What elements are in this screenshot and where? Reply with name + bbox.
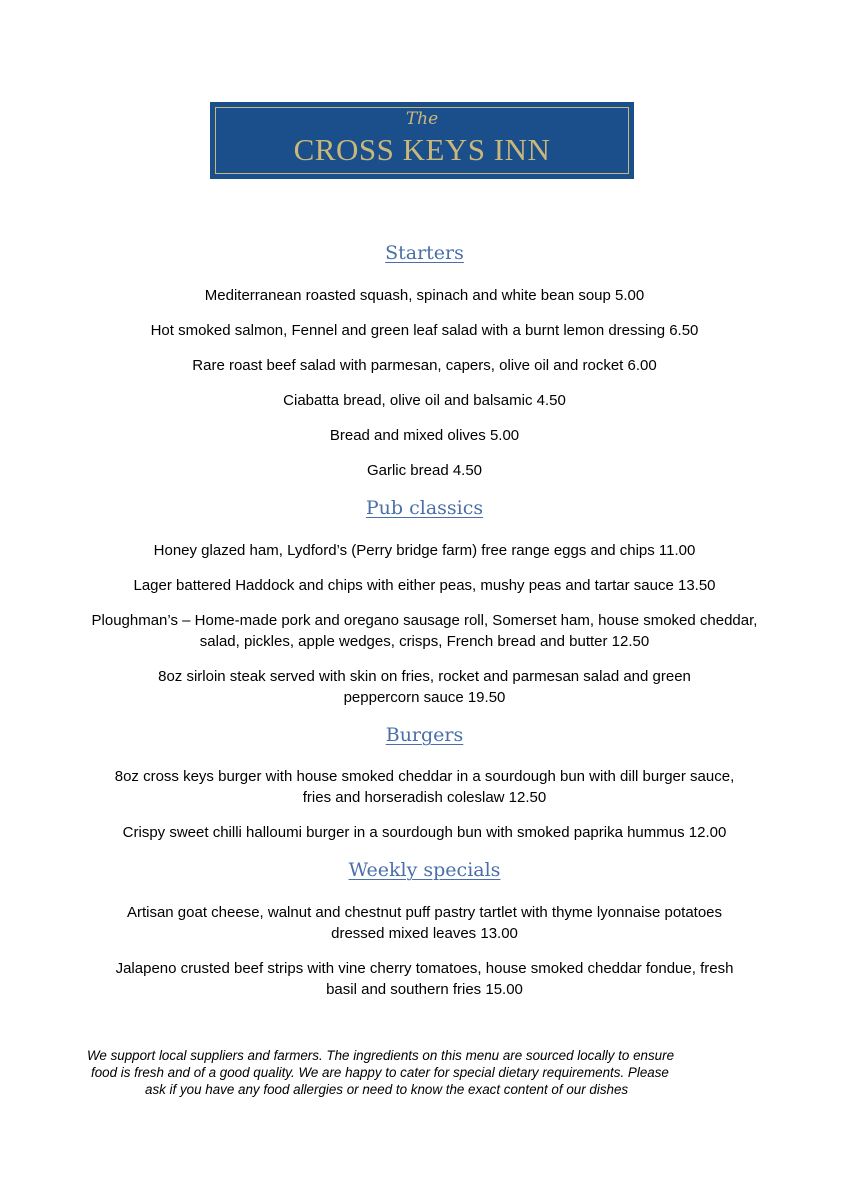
section-heading-pub-classics [0,499,849,518]
menu-item: Mediterranean roasted squash, spinach and white bean soup 5.00 [204,287,645,304]
menu-item: 8oz cross keys burger with house smoked cheddar in a sourdough bun with dill burger sauce, fries and horseradish coleslaw 12.50 [114,768,735,806]
menu-item: Bread and mixed olives 5.00 [329,427,520,444]
section-heading-weekly-specials [0,861,849,880]
section-heading-starters [0,244,849,263]
menu-item: Ploughman’s – Home-made pork and oregano sausage roll, Somerset ham, house smoked cheddar, salad, pickles, apple wedges, crisps, French bread and butter 12.50 [91,612,758,650]
menu-item: Crispy sweet chilli halloumi burger in a sourdough bun with smoked paprika hummus 12.00 [122,824,727,841]
menu-item: Jalapeno crusted beef strips with vine cherry tomatoes, house smoked cheddar fondue, fresh basil and southern fries 15.00 [115,960,734,998]
menu-item: Rare roast beef salad with parmesan, capers, olive oil and rocket 6.00 [192,357,657,374]
section-heading-starters-text: Starters [385,242,464,264]
cross-keys-inn-logo [210,102,634,179]
footer-line: ask if you have any food allergies or need to know the exact content of our dishes [145,1082,629,1097]
logo-name-text: CROSS KEYS INN [293,132,551,167]
footer-line: food is fresh and of a good quality. We are happy to cater for special dietary requirements. Please [91,1065,669,1080]
menu-item: Hot smoked salmon, Fennel and green leaf salad with a burnt lemon dressing 6.50 [150,322,699,339]
menu-item: 8oz sirloin steak served with skin on fries, rocket and parmesan salad and green peppercorn sauce 19.50 [158,668,691,706]
section-heading-pub-classics-text: Pub classics [365,497,484,519]
footer-note [82,1047,772,1098]
section-heading-burgers [0,726,849,745]
section-heading-burgers-text: Burgers [385,724,464,746]
footer-line: We support local suppliers and farmers. The ingredients on this menu are sourced locally to ensure [87,1048,675,1063]
menu-item: Honey glazed ham, Lydford’s (Perry bridge farm) free range eggs and chips 11.00 [153,542,696,559]
menu-item: Lager battered Haddock and chips with either peas, mushy peas and tartar sauce 13.50 [133,577,716,594]
logo-the-text: The [405,109,439,129]
menu-item: Artisan goat cheese, walnut and chestnut puff pastry tartlet with thyme lyonnaise potatoes dressed mixed leaves 13.00 [126,904,723,942]
menu-item: Garlic bread 4.50 [366,462,483,479]
menu-item: Ciabatta bread, olive oil and balsamic 4.50 [283,392,566,409]
section-heading-weekly-specials-text: Weekly specials [348,859,501,881]
